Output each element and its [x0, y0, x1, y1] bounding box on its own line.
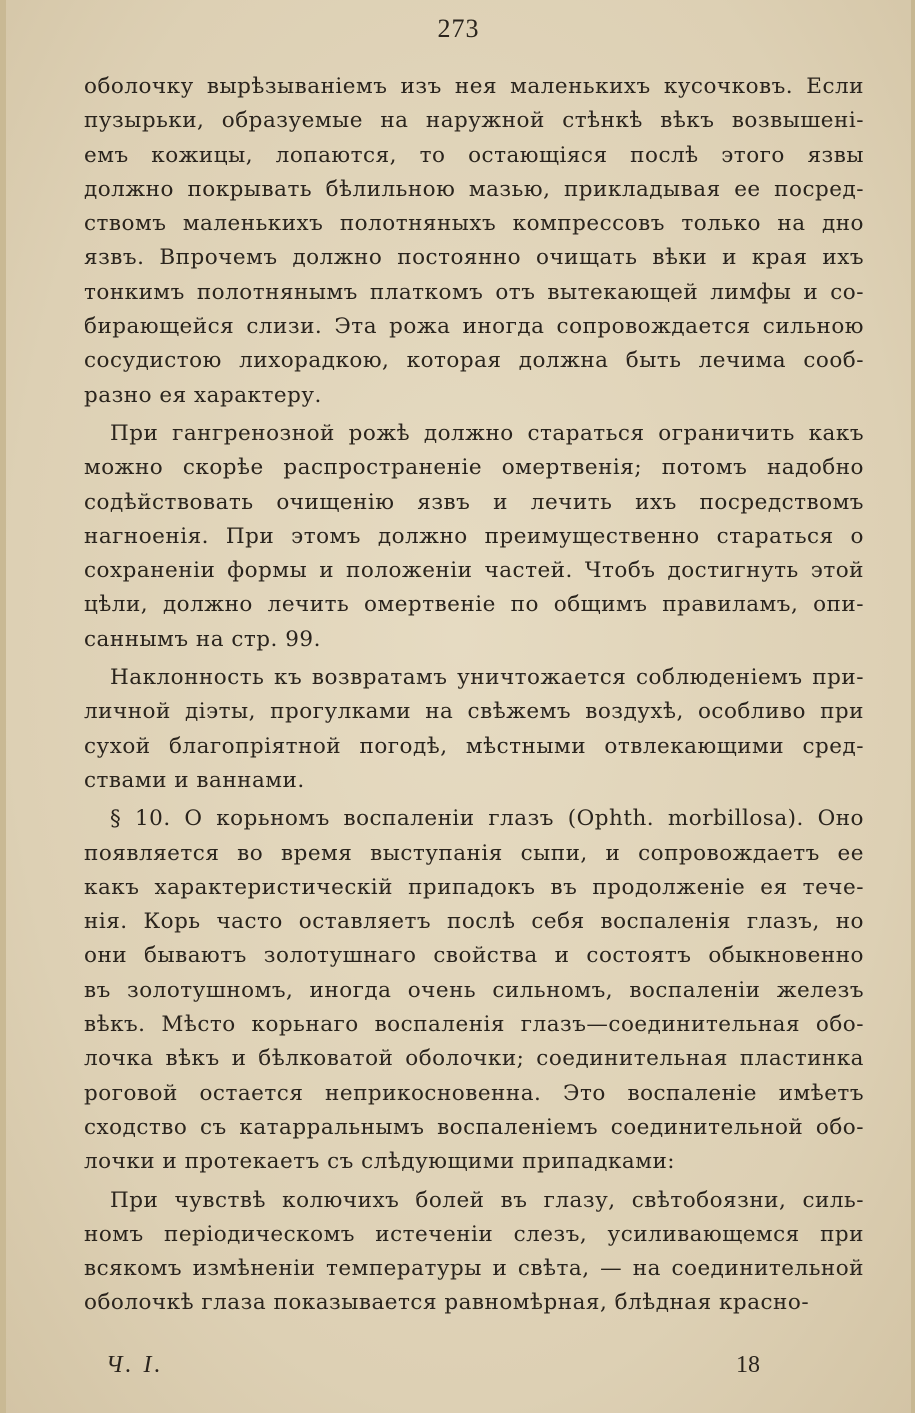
- text-line: роговой остается неприкосновенна. Это воспаленіе имѣетъ: [84, 1080, 864, 1106]
- text-line: емъ кожицы, лопаются, то остающіяся послѣ этого язвы: [84, 142, 864, 168]
- text-line: язвъ. Впрочемъ должно постоянно очищать вѣки и края ихъ: [84, 245, 864, 271]
- text-line: саннымъ на стр. 99.: [84, 626, 321, 652]
- text-line: нагноенія. При этомъ должно преимущественно стараться о: [84, 523, 864, 549]
- paragraph: [84, 1184, 864, 1321]
- text-line: всякомъ измѣненіи температуры и свѣта, — на соединительной: [84, 1256, 864, 1282]
- text-line: оболочку вырѣзываніемъ изъ нея маленькихъ кусочковъ. Если: [84, 74, 864, 99]
- paragraph: [84, 661, 864, 798]
- text-line: тонкимъ полотнянымъ платкомъ отъ вытекающей лимфы и со-: [84, 279, 864, 305]
- body-text: [84, 70, 864, 1325]
- text-line: сухой благопріятной погодѣ, мѣстными отвлекающими сред-: [84, 733, 864, 759]
- text-line: нія. Корь часто оставляетъ послѣ себя воспаленія глазъ, но: [84, 909, 864, 935]
- text-line: оболочкѣ глаза показывается равномѣрная, блѣдная красно-: [84, 1290, 810, 1316]
- paragraph: [84, 802, 864, 1179]
- text-line: сохраненіи формы и положеніи частей. Чтобъ достигнуть этой: [84, 558, 864, 584]
- text-line: ствомъ маленькихъ полотняныхъ компрессовъ только на дно: [84, 211, 864, 237]
- text-line: появляется во время выступанія сыпи, и сопровождаетъ ее: [84, 840, 864, 866]
- text-line: какъ характеристическій припадокъ въ продолженіе ея тече-: [84, 874, 864, 900]
- page-number: 273: [437, 14, 480, 43]
- sheet-signature: Ч. I.: [106, 1352, 164, 1378]
- text-line: сходство съ катарральнымъ воспаленіемъ соединительной обо-: [84, 1114, 864, 1140]
- sheet-number: 18: [736, 1352, 760, 1378]
- text-line: Наклонность къ возвратамъ уничтожается соблюденіемъ при-: [110, 665, 864, 691]
- paragraph: [84, 70, 864, 413]
- text-line: содѣйствовать очищенію язвъ и лечить ихъ посредствомъ: [84, 489, 864, 515]
- text-line: При чувствѣ колючихъ болей въ глазу, свѣтобоязни, силь-: [110, 1187, 864, 1213]
- text-line: должно покрывать бѣлильною мазью, прикладывая ее посред-: [84, 176, 864, 202]
- text-line: лочка вѣкъ и бѣлковатой оболочки; соединительная пластинка: [84, 1046, 864, 1072]
- text-line: личной діэты, прогулками на свѣжемъ воздухѣ, особливо при: [84, 699, 864, 725]
- text-line: они бываютъ золотушнаго свойства и состоятъ обыкновенно: [84, 943, 864, 969]
- paragraph: [84, 417, 864, 657]
- text-line: бирающейся слизи. Эта рожа иногда сопровождается сильною: [84, 314, 864, 340]
- text-line: вѣкъ. Мѣсто корьнаго воспаленія глазъ—соединительная обо-: [84, 1012, 864, 1038]
- text-line: лочки и протекаетъ съ слѣдующими припадками:: [84, 1149, 676, 1175]
- text-line: въ золотушномъ, иногда очень сильномъ, воспаленіи железъ: [84, 977, 864, 1003]
- text-line: можно скорѣе распространеніе омертвенія; потомъ надобно: [84, 455, 864, 481]
- text-line: При гангренозной рожѣ должно стараться ограничить какъ: [110, 420, 864, 446]
- text-line: § 10. О корьномъ воспаленіи глазъ (Ophth. morbillosa). Оно: [110, 806, 864, 832]
- text-line: цѣли, должно лечить омертвеніе по общимъ правиламъ, опи-: [84, 592, 864, 618]
- text-line: разно ея характеру.: [84, 382, 322, 408]
- text-line: ствами и ваннами.: [84, 767, 305, 793]
- text-line: пузырьки, образуемые на наружной стѣнкѣ вѣкъ возвышені-: [84, 108, 864, 134]
- text-line: номъ періодическомъ истеченіи слезъ, усиливающемся при: [84, 1221, 864, 1247]
- text-line: сосудистою лихорадкою, которая должна быть лечима сооб-: [84, 348, 864, 374]
